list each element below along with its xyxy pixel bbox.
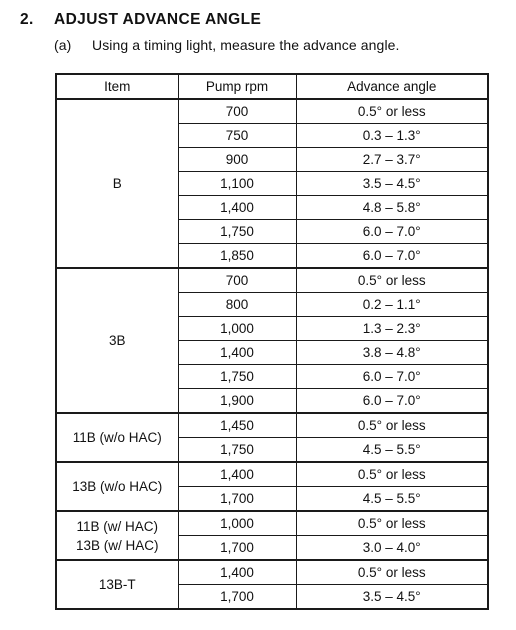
- pump-rpm-cell: 1,400: [178, 341, 296, 365]
- table-row: [56, 268, 488, 293]
- table-row: [56, 413, 488, 438]
- item-cell: [56, 462, 178, 511]
- advance-angle-cell: 6.0 – 7.0°: [296, 389, 488, 414]
- advance-angle-cell: 3.0 – 4.0°: [296, 536, 488, 561]
- advance-angle-cell: 0.5° or less: [296, 413, 488, 438]
- advance-angle-cell: 0.5° or less: [296, 462, 488, 487]
- item-label: 3B: [108, 333, 126, 348]
- item-label: 13B (w/o HAC): [72, 479, 163, 494]
- section-heading: [20, 11, 261, 29]
- pump-rpm-cell: 1,000: [178, 317, 296, 341]
- pump-rpm-cell: 1,400: [178, 196, 296, 220]
- advance-angle-cell: 0.2 – 1.1°: [296, 293, 488, 317]
- header-advance-angle: Advance angle: [296, 74, 488, 99]
- pump-rpm-cell: 1,700: [178, 585, 296, 610]
- step-text: Using a timing light, measure the advance angle.: [92, 37, 400, 53]
- item-cell: [56, 560, 178, 609]
- advance-angle-cell: 3.5 – 4.5°: [296, 585, 488, 610]
- pump-rpm-cell: 700: [178, 99, 296, 124]
- pump-rpm-cell: 800: [178, 293, 296, 317]
- pump-rpm-cell: 700: [178, 268, 296, 293]
- advance-angle-cell: 0.5° or less: [296, 511, 488, 536]
- pump-rpm-cell: 1,850: [178, 244, 296, 269]
- section-number: 2.: [20, 11, 34, 28]
- advance-angle-cell: 4.5 – 5.5°: [296, 438, 488, 463]
- item-cell: [56, 511, 178, 560]
- pump-rpm-cell: 1,750: [178, 365, 296, 389]
- pump-rpm-cell: 1,900: [178, 389, 296, 414]
- section-title: ADJUST ADVANCE ANGLE: [54, 11, 262, 28]
- pump-rpm-cell: 1,000: [178, 511, 296, 536]
- pump-rpm-cell: 900: [178, 148, 296, 172]
- step-instruction: [54, 37, 400, 53]
- advance-angle-cell: 3.8 – 4.8°: [296, 341, 488, 365]
- item-cell: [56, 268, 178, 413]
- pump-rpm-cell: 1,400: [178, 560, 296, 585]
- advance-angle-cell: 3.5 – 4.5°: [296, 172, 488, 196]
- table-row: [56, 511, 488, 536]
- table-row: [56, 560, 488, 585]
- item-label: 13B (w/ HAC): [75, 537, 159, 553]
- table-row: [56, 462, 488, 487]
- advance-angle-cell: 6.0 – 7.0°: [296, 220, 488, 244]
- pump-rpm-cell: 1,750: [178, 220, 296, 244]
- step-label: (a): [54, 37, 72, 53]
- table-header-row: [56, 74, 488, 99]
- advance-angle-cell: 0.5° or less: [296, 560, 488, 585]
- item-cell: [56, 99, 178, 268]
- item-label: 11B (w/o HAC): [72, 430, 162, 445]
- advance-angle-cell: 0.5° or less: [296, 268, 488, 293]
- pump-rpm-cell: 1,750: [178, 438, 296, 463]
- advance-angle-cell: 2.7 – 3.7°: [296, 148, 488, 172]
- advance-angle-cell: 0.5° or less: [296, 99, 488, 124]
- header-pump-rpm: Pump rpm: [178, 74, 296, 99]
- header-item: Item: [56, 74, 178, 99]
- advance-angle-table: [55, 73, 489, 610]
- advance-angle-cell: 6.0 – 7.0°: [296, 244, 488, 269]
- pump-rpm-cell: 1,450: [178, 413, 296, 438]
- advance-angle-cell: 4.8 – 5.8°: [296, 196, 488, 220]
- advance-angle-cell: 4.5 – 5.5°: [296, 487, 488, 512]
- item-label: B: [112, 176, 122, 191]
- table-row: [56, 99, 488, 124]
- pump-rpm-cell: 1,700: [178, 487, 296, 512]
- item-label: 11B (w/ HAC): [76, 518, 158, 534]
- pump-rpm-cell: 1,700: [178, 536, 296, 561]
- advance-angle-cell: 1.3 – 2.3°: [296, 317, 488, 341]
- item-label: 13B-T: [98, 577, 136, 592]
- advance-angle-cell: 6.0 – 7.0°: [296, 365, 488, 389]
- pump-rpm-cell: 1,100: [178, 172, 296, 196]
- pump-rpm-cell: 1,400: [178, 462, 296, 487]
- advance-angle-cell: 0.3 – 1.3°: [296, 124, 488, 148]
- item-cell: [56, 413, 178, 462]
- table-body: [56, 99, 488, 609]
- pump-rpm-cell: 750: [178, 124, 296, 148]
